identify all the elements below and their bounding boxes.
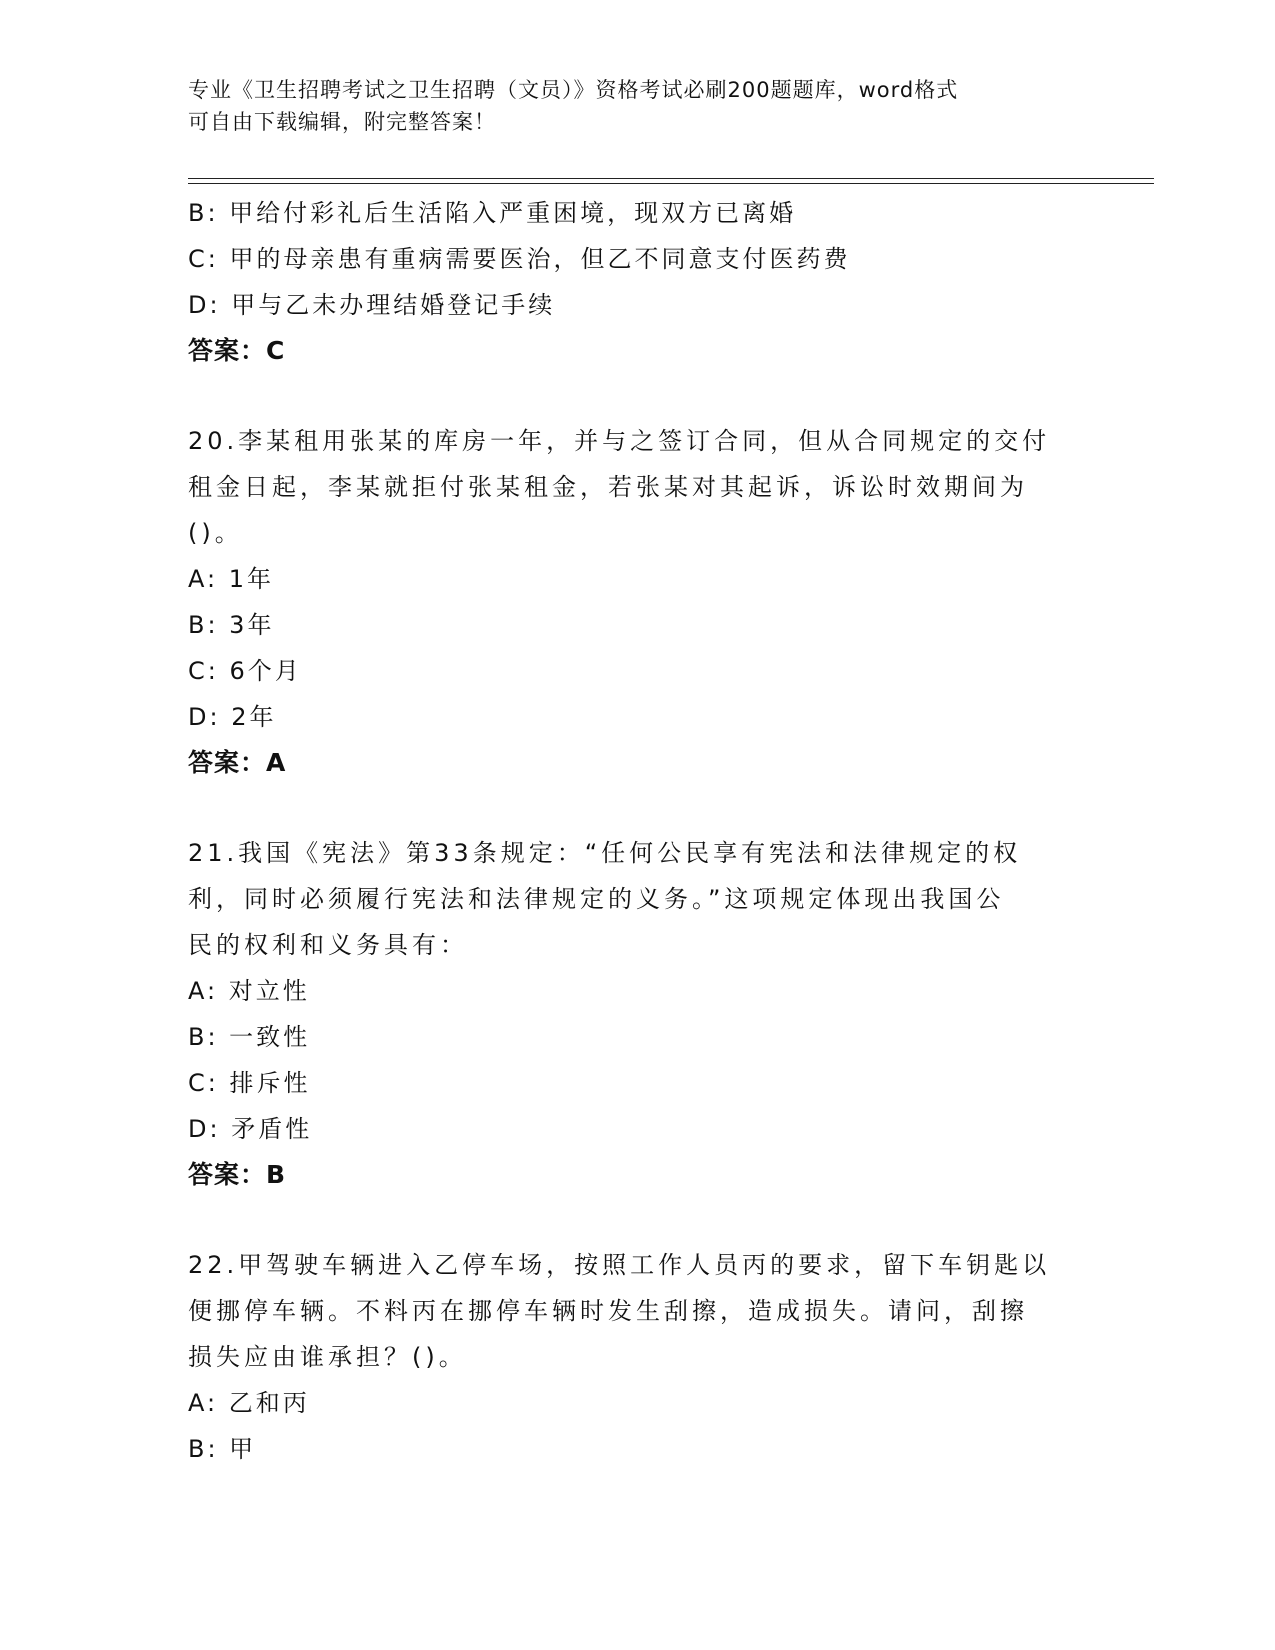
option-a: A: 1年 [188, 565, 274, 593]
option-d: D: 矛盾性 [188, 1115, 313, 1143]
spacer [188, 786, 1088, 830]
header-line-2: 可自由下载编辑，附完整答案！ [188, 110, 496, 134]
question-text-line: 21.我国《宪法》第33条规定：“任何公民享有宪法和法律规定的权 [188, 839, 1022, 867]
question-text-line: 租金日起，李某就拒付张某租金，若张某对其起诉，诉讼时效期间为 [188, 473, 1028, 501]
question-22 [188, 1242, 1088, 1472]
option-d: D: 2年 [188, 703, 277, 731]
question-20 [188, 418, 1088, 786]
option-c: C: 排斥性 [188, 1069, 311, 1097]
option-b: B: 一致性 [188, 1023, 311, 1051]
answer-line: 答案：C [188, 336, 286, 365]
option-b: B: 甲 [188, 1435, 257, 1463]
document-body [188, 190, 1088, 1472]
answer-line: 答案：A [188, 748, 287, 777]
option-a: A: 对立性 [188, 977, 310, 1005]
question-text-line: 便挪停车辆。不料丙在挪停车辆时发生刮擦，造成损失。请问，刮擦 [188, 1297, 1028, 1325]
option-c: C: 6个月 [188, 657, 302, 685]
document-header [188, 74, 1068, 138]
question-text-line: 22.甲驾驶车辆进入乙停车场，按照工作人员丙的要求，留下车钥匙以 [188, 1251, 1051, 1279]
answer-line: 答案：B [188, 1160, 287, 1189]
question-21 [188, 830, 1088, 1198]
spacer [188, 374, 1088, 418]
header-line-1: 专业《卫生招聘考试之卫生招聘（文员）》资格考试必刷200题题库，word格式 [188, 78, 959, 102]
option-d: D: 甲与乙未办理结婚登记手续 [188, 291, 556, 319]
question-text-line: 损失应由谁承担？()。 [188, 1343, 467, 1371]
previous-question-block [188, 190, 1088, 374]
option-a: A: 乙和丙 [188, 1389, 310, 1417]
spacer [188, 1198, 1088, 1242]
header-rule-top [188, 178, 1154, 179]
question-text-line: 利，同时必须履行宪法和法律规定的义务。”这项规定体现出我国公 [188, 885, 1005, 913]
question-text-line: 民的权利和义务具有： [188, 931, 468, 959]
option-b: B: 3年 [188, 611, 275, 639]
question-text-line: ()。 [188, 519, 243, 547]
header-rule-bottom [188, 183, 1154, 184]
question-text-line: 20.李某租用张某的库房一年，并与之签订合同，但从合同规定的交付 [188, 427, 1051, 455]
option-c: C: 甲的母亲患有重病需要医治，但乙不同意支付医药费 [188, 245, 851, 273]
option-b: B: 甲给付彩礼后生活陷入严重困境，现双方已离婚 [188, 199, 797, 227]
